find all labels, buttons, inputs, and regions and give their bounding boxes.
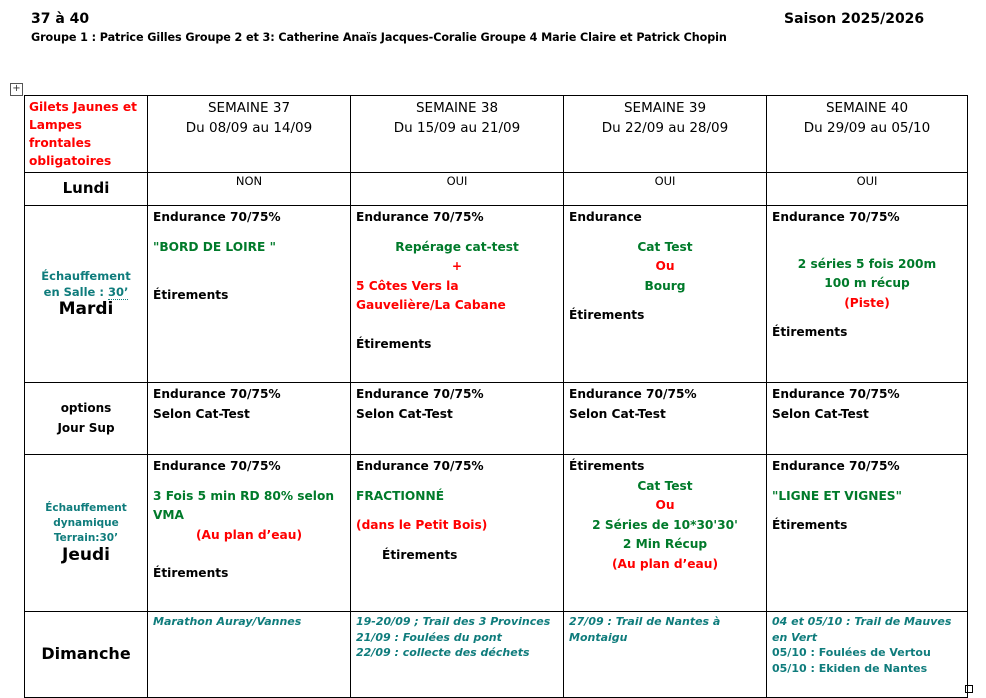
day-label: Dimanche — [41, 643, 131, 663]
event-line: 05/10 : Foulées de Vertou — [772, 646, 931, 659]
table-resize-handle[interactable] — [965, 685, 973, 693]
sunday-w37 — [148, 612, 351, 698]
cell-line: FRACTIONNÉ — [356, 488, 445, 503]
event-line: en Vert — [772, 630, 817, 644]
tuesday-w37 — [148, 206, 351, 383]
monday-w38: OUI — [351, 173, 564, 206]
weeks-header-row — [25, 96, 968, 173]
week-title: SEMAINE 39 — [623, 100, 707, 116]
cell-line: Repérage cat-test — [395, 239, 519, 254]
safety-notice — [25, 96, 148, 173]
day-label: Lundi — [62, 178, 110, 197]
cell-line: (Piste) — [844, 295, 890, 310]
cell-line: VMA — [153, 508, 184, 522]
week-title: SEMAINE 38 — [415, 100, 499, 116]
thursday-row — [25, 455, 968, 612]
week-dates: Du 15/09 au 21/09 — [393, 120, 521, 136]
cell-line: Bourg — [644, 278, 686, 293]
cell-line: 5 Côtes Vers la — [356, 278, 459, 293]
week-title: SEMAINE 40 — [825, 100, 909, 116]
safety-line-2: Lampes frontales — [29, 118, 92, 150]
cell-line: Endurance 70/75% — [356, 210, 484, 224]
thursday-w37 — [148, 455, 351, 612]
cell-line: Ou — [655, 498, 675, 512]
options-w38 — [351, 383, 564, 455]
cell-line: Cat Test — [637, 478, 693, 493]
cell-line: Étirements — [569, 459, 645, 473]
options-row — [25, 383, 968, 455]
cell-line: Endurance 70/75% — [153, 459, 281, 473]
cell-line: Endurance 70/75% — [569, 387, 697, 401]
cell-line: Étirements — [153, 566, 229, 580]
options-w40 — [767, 383, 968, 455]
cell-line: Étirements — [153, 288, 229, 302]
cell-line: Selon Cat-Test — [153, 406, 250, 421]
day-label: Jeudi — [62, 544, 110, 565]
cell-line: 100 m récup — [824, 276, 910, 290]
event-line: 19-20/09 ; Trail des 3 Provinces — [356, 615, 551, 628]
week-38-header — [351, 96, 564, 173]
cell-line: Cat Test — [637, 239, 693, 254]
warmup-line-1: Échauffement — [41, 269, 131, 284]
week-dates: Du 08/09 au 14/09 — [185, 120, 313, 136]
cell-line: Ou — [655, 259, 675, 273]
options-label-2: Jour Sup — [57, 420, 115, 435]
event-line: 22/09 : collecte des déchets — [356, 646, 530, 659]
cell-line: Endurance 70/75% — [356, 459, 484, 473]
training-schedule-table — [24, 95, 968, 698]
week-39-header — [564, 96, 767, 173]
warmup-line-3: Terrain:30’ — [53, 531, 119, 544]
thursday-w40 — [767, 455, 968, 612]
cell-line: Étirements — [772, 325, 848, 339]
cell-line: Selon Cat-Test — [356, 406, 453, 421]
cell-line: Endurance 70/75% — [153, 387, 281, 401]
safety-line-1: Gilets Jaunes et — [29, 100, 137, 114]
cell-line: 3 Fois 5 min RD 80% selon — [153, 488, 335, 503]
warmup-place: en Salle : — [43, 285, 108, 300]
cell-line: Étirements — [569, 308, 645, 322]
cell-line: "BORD DE LOIRE " — [153, 239, 276, 254]
tuesday-w40 — [767, 206, 968, 383]
warmup-line-1: Échauffement — [45, 501, 127, 514]
warmup-time: 30’ — [107, 285, 129, 300]
monday-row — [25, 173, 968, 206]
tuesday-w39 — [564, 206, 767, 383]
day-label: Mardi — [58, 299, 114, 320]
cell-line: (Au plan d’eau) — [195, 527, 303, 542]
monday-w39: OUI — [564, 173, 767, 206]
monday-w40: OUI — [767, 173, 968, 206]
monday-w37: NON — [148, 173, 351, 206]
cell-line: Endurance — [569, 210, 642, 224]
cell-line: + — [451, 259, 463, 273]
cell-line: Selon Cat-Test — [569, 406, 666, 421]
sunday-w40 — [767, 612, 968, 698]
cell-line: Étirements — [772, 518, 848, 532]
table-move-handle-icon[interactable]: + — [10, 83, 23, 96]
sunday-label-cell — [25, 612, 148, 698]
sunday-w38 — [351, 612, 564, 698]
cell-line: "LIGNE ET VIGNES" — [772, 488, 902, 503]
week-40-header — [767, 96, 968, 173]
options-w39 — [564, 383, 767, 455]
thursday-w39 — [564, 455, 767, 612]
safety-line-3: obligatoires — [29, 154, 112, 168]
cell-line: (Au plan d’eau) — [611, 556, 719, 571]
warmup-line-2 — [28, 284, 144, 300]
event-line: 05/10 : Ekiden de Nantes — [772, 661, 928, 675]
event-line: 21/09 : Foulées du pont — [356, 630, 502, 644]
tuesday-label-cell — [25, 206, 148, 383]
cell-line: Étirements — [382, 547, 458, 562]
cell-line: Endurance 70/75% — [772, 387, 900, 401]
cell-line: Endurance 70/75% — [772, 459, 900, 473]
event-line: 04 et 05/10 : Trail de Mauves — [772, 615, 952, 628]
sunday-w39 — [564, 612, 767, 698]
cell-line: 2 séries 5 fois 200m — [797, 256, 937, 271]
header-groups: Groupe 1 : Patrice Gilles Groupe 2 et 3: Catherine Anaïs Jacques-Coralie Groupe 4 Marie Claire et Patrick Chopin — [31, 31, 727, 44]
event-line: Marathon Auray/Vannes — [153, 615, 302, 628]
options-label-cell — [25, 383, 148, 455]
cell-line: 2 Séries de 10*30'30' — [592, 517, 738, 532]
week-dates: Du 29/09 au 05/10 — [803, 120, 931, 136]
header-season: Saison 2025/2026 — [784, 11, 925, 27]
header-week-range: 37 à 40 — [31, 11, 90, 27]
options-w37 — [148, 383, 351, 455]
cell-line: Endurance 70/75% — [772, 210, 900, 224]
tuesday-w38 — [351, 206, 564, 383]
week-dates: Du 22/09 au 28/09 — [601, 120, 729, 136]
week-title: SEMAINE 37 — [207, 100, 291, 116]
warmup-line-2: dynamique — [53, 516, 119, 529]
thursday-label-cell — [25, 455, 148, 612]
event-line: 27/09 : Trail de Nantes à — [569, 615, 721, 628]
options-label-1: options — [60, 401, 112, 415]
week-37-header — [148, 96, 351, 173]
cell-line: Endurance 70/75% — [356, 387, 484, 401]
sunday-row — [25, 612, 968, 698]
cell-line: 2 Min Récup — [622, 537, 708, 551]
monday-label-cell — [25, 173, 148, 206]
thursday-w38 — [351, 455, 564, 612]
tuesday-row — [25, 206, 968, 383]
cell-line: (dans le Petit Bois) — [356, 518, 488, 532]
cell-line: Gauvelière/La Cabane — [356, 298, 506, 312]
cell-line: Étirements — [356, 336, 432, 351]
event-line: Montaigu — [569, 630, 628, 644]
cell-line: Endurance 70/75% — [153, 210, 281, 224]
cell-line: Selon Cat-Test — [772, 406, 869, 421]
